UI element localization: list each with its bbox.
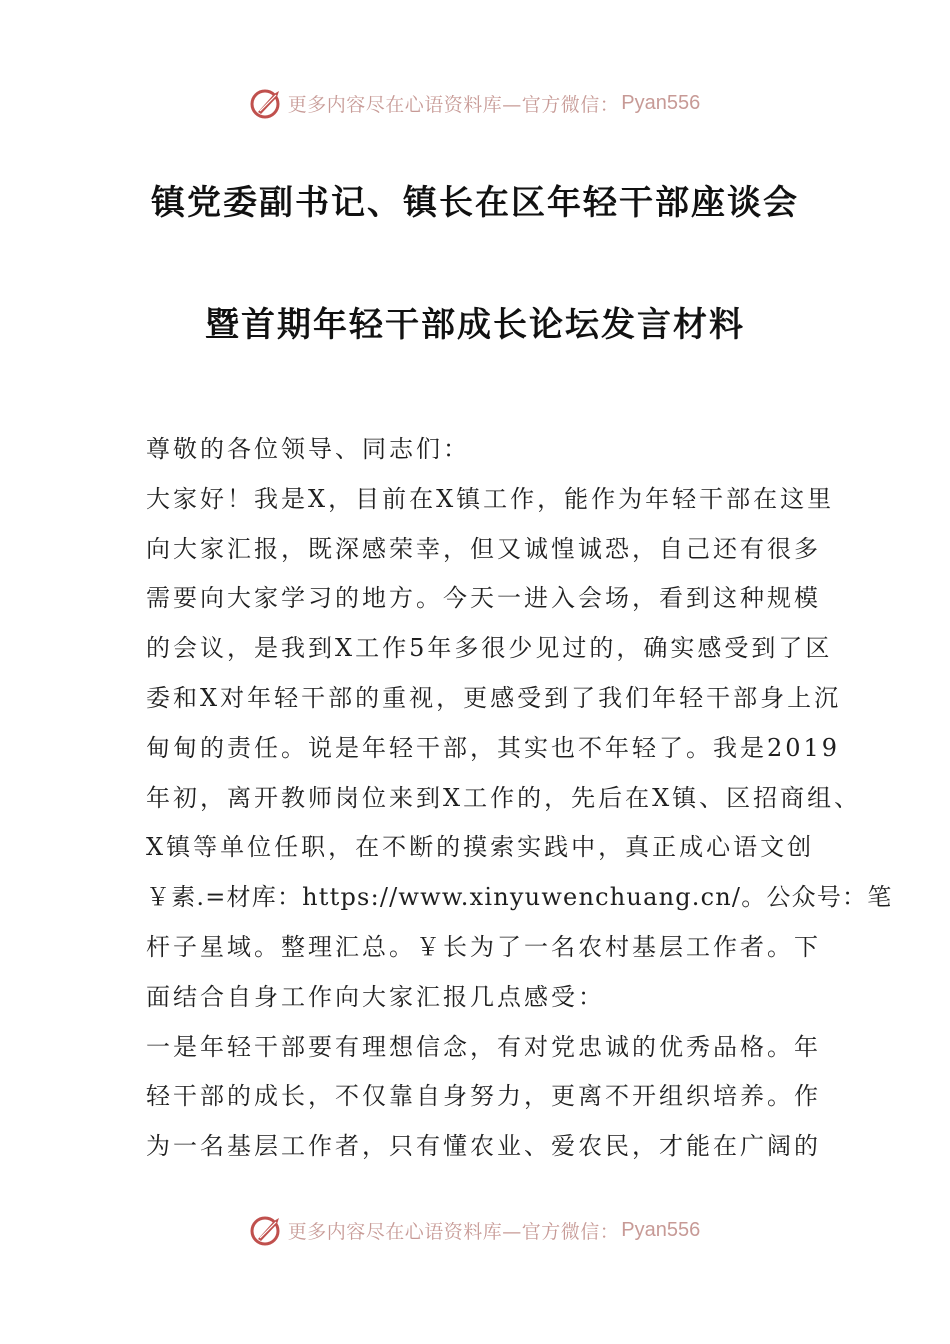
- body-line: 为一名基层工作者，只有懂农业、爱农民，才能在广阔的: [146, 1132, 821, 1161]
- footer-watermark-banner: [0, 1210, 950, 1250]
- document-title-line-1: 镇党委副书记、镇长在区年轻干部座谈会: [151, 183, 799, 223]
- body-line: 甸甸的责任。说是年轻干部，其实也不年轻了。我是2019: [146, 733, 841, 762]
- document-body: [146, 425, 893, 1172]
- body-line: 的会议，是我到X工作5年多很少见过的，确实感受到了区: [146, 634, 833, 663]
- body-line: 大家好！我是X，目前在X镇工作，能作为年轻干部在这里: [146, 484, 835, 513]
- body-line: 向大家汇报，既深感荣幸，但又诚惶诚恐，自己还有很多: [146, 534, 821, 563]
- banner-text: 更多内容尽在心语资料库—官方微信：: [287, 93, 620, 116]
- body-line: 杆子星域。整理汇总。￥长为了一名农村基层工作者。下: [146, 932, 821, 961]
- body-line: 一是年轻干部要有理想信念，有对党忠诚的优秀品格。年: [146, 1032, 821, 1061]
- body-line: X镇等单位任职，在不断的摸索实践中，真正成心语文创: [146, 833, 815, 862]
- wechat-id: Pyan556: [621, 91, 701, 114]
- body-line: 面结合自身工作向大家汇报几点感受：: [146, 982, 605, 1011]
- document-title-line-2: 暨首期年轻干部成长论坛发言材料: [205, 305, 745, 345]
- body-line: 委和X对年轻干部的重视，更感受到了我们年轻干部身上沉: [146, 683, 842, 712]
- body-line: 需要向大家学习的地方。今天一进入会场，看到这种规模: [146, 584, 821, 613]
- wechat-id: Pyan556: [621, 1218, 701, 1241]
- pen-nib-logo-icon: [250, 86, 284, 120]
- body-line: 尊敬的各位领导、同志们：: [146, 435, 470, 463]
- header-watermark-banner: [0, 83, 950, 123]
- body-line: 轻干部的成长，不仅靠自身努力，更离不开组织培养。作: [146, 1082, 821, 1111]
- body-line: 年初，离开教师岗位来到X工作的，先后在X镇、区招商组、: [146, 783, 862, 812]
- banner-text: 更多内容尽在心语资料库—官方微信：: [287, 1220, 620, 1243]
- body-line: ￥素.=材库：https://www.xinyuwenchuang.cn/。公众号：笔: [146, 883, 893, 912]
- pen-nib-logo-icon: [250, 1213, 284, 1247]
